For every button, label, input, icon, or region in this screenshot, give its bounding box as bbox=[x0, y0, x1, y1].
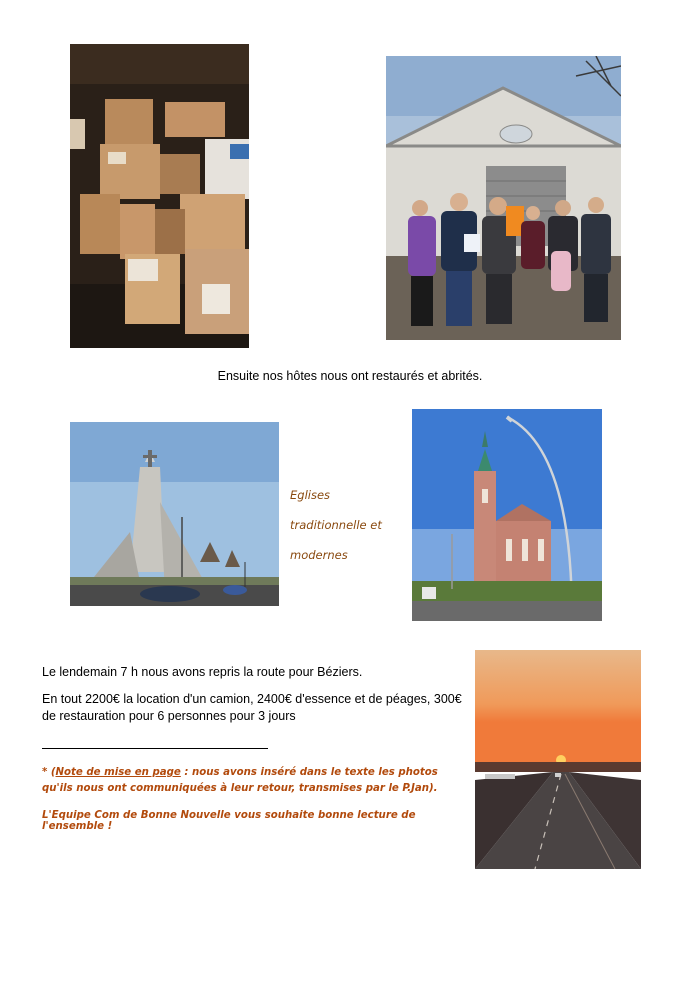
layout-note-label: Note de mise en page bbox=[55, 767, 181, 778]
churches-label-line1: Eglises bbox=[290, 488, 331, 502]
footnote-divider bbox=[42, 748, 268, 749]
churches-label-line3: modernes bbox=[290, 548, 348, 562]
photo-group-in-front-of-hall bbox=[386, 56, 621, 340]
caption-hosts: Ensuite nos hôtes nous ont restaurés et abrités. bbox=[217, 369, 483, 383]
photo-traditional-brick-church bbox=[412, 409, 602, 621]
photo-warehouse-boxes bbox=[70, 44, 249, 348]
paragraph-costs: En tout 2200€ la location d'un camion, 2400€ d'essence et de péages, 300€ de restauration pour 6 personnes pour 3 jours bbox=[42, 692, 462, 723]
photo-sunset-road bbox=[475, 650, 641, 869]
team-signature: L'Equipe Com de Bonne Nouvelle vous souhaite bonne lecture de l'ensemble ! bbox=[42, 810, 416, 832]
layout-note bbox=[42, 765, 457, 796]
paragraph-return: Le lendemain 7 h nous avons repris la route pour Béziers. bbox=[42, 665, 363, 679]
churches-label-line2: traditionnelle et bbox=[290, 518, 382, 532]
photo-modern-church bbox=[70, 422, 279, 606]
churches-label bbox=[290, 486, 400, 576]
layout-note-text: : nous avons inséré dans le texte les photos qu'ils nous ont communiquées à leur retour, transmises par le P.Jan). bbox=[42, 767, 438, 794]
layout-note-prefix: * ( bbox=[42, 767, 56, 778]
